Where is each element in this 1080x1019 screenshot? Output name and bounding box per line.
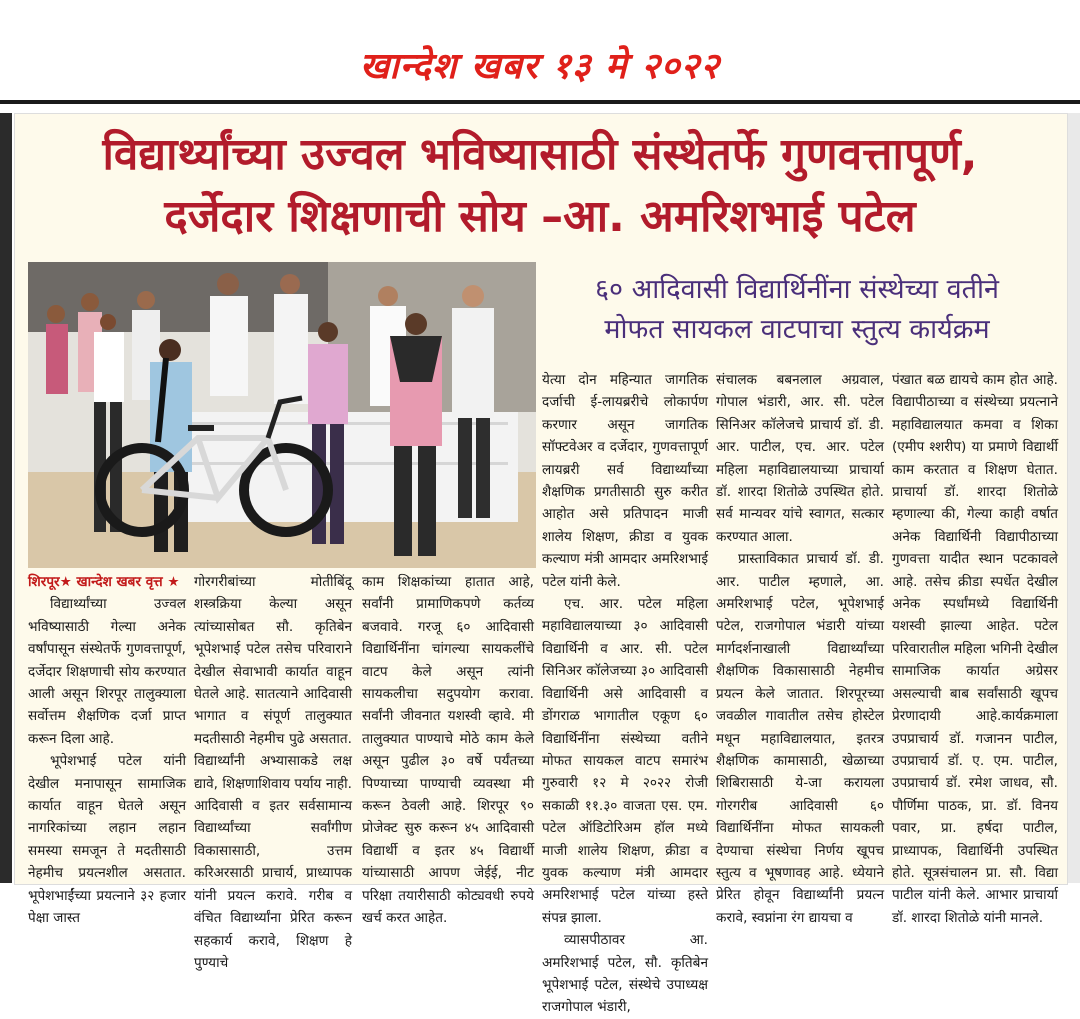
article-column-6 [892,369,1058,929]
column-5-paragraph-1: संचालक बबनलाल अग्रवाल, गोपाल भंडारी, आर. सी. पटेल सिनिअर कॉलेजचे प्राचार्य डॉ. डी. आर. पाटील, एच. आर. पटेल महिला महाविद्यालयाच्या प्राचार्या डॉ. शारदा शितोळे उपस्थित होते. सर्व मान्यवर यांचे स्वागत, सत्कार करण्यात आला. [716,372,884,545]
article-column-2 [194,571,352,974]
column-2-paragraph: गोरगरीबांच्या मोतीबिंदू शस्त्रक्रिया केल्या असून त्यांच्यासोबत सौ. कृतिबेन भूपेशभाई पटेल तसेच परिवाराने देखील सेवाभावी कार्यात वाहून घेतले आहे. सातत्याने आदिवासी भागात व संपूर्ण तालुक्यात मदतीसाठी नेहमीच पुढे असतात. विद्यार्थ्यांनी अभ्यासाकडे लक्ष द्यावे, शिक्षणाशिवाय पर्याय नाही. आदिवासी व इतर सर्वसामान्य विद्यार्थ्यांच्या सर्वांगीण विकासासाठी, उत्तम करिअरसाठी प्राचार्य, प्राध्यापक यांनी प्रयत्न करावे. गरीब व वंचित विद्यार्थ्यांना प्रेरित करून सहकार्य करावे, शिक्षण हे पुण्याचे [194,574,352,971]
article-column-1 [28,571,186,930]
main-headline [24,124,1056,248]
bicycle-distribution-photo [28,262,536,568]
dateline: शिरपूर★ खान्देश खबर वृत्त ★ [28,574,180,590]
subheadline-line-2: मोफत सायकल वाटपाचा स्तुत्य कार्यक्रम [604,314,990,345]
headline-line-1: विद्यार्थ्यांच्या उज्वल भविष्यासाठी संस्थेतर्फे गुणवत्तापूर्ण, [102,129,978,180]
subheadline [542,270,1052,350]
column-1-paragraph-2: भूपेशभाई पटेल यांनी देखील मनापासून सामाजिक कार्यात वाहून घेतले असून नागरिकांच्या लहान लहान समस्या समजून ते मदतीसाठी नेहमीच प्रयत्नशील असतात. भूपेशभाईंच्या प्रयत्नाने ३२ हजार पेक्षा जास्त [28,753,186,927]
column-4-paragraph-2: एच. आर. पटेल महिला महाविद्यालयाच्या ३० आदिवासी विद्यार्थिनी व आर. सी. पटेल सिनिअर कॉलेजच्या ३० आदिवासी विद्यार्थिनी असे आदिवासी व डोंगराळ भागातील एकूण ६० विद्यार्थिनींना संस्थेच्या वतीने मोफत सायकल वाटप समारंभ गुरुवारी १२ मे २०२२ रोजी सकाळी ११.३० वाजता एस. एम. पटेल ऑडिटोरिअम हॉल मध्ये माजी शालेय शिक्षण, क्रीडा व युवक कल्याण मंत्री आमदार अमरिशभाई पटेल यांच्या हस्ते संपन्न झाला. [542,596,708,926]
masthead-title: खान्देश खबर १३ मे २०२२ [359,46,721,87]
masthead-rule [0,100,1080,104]
column-1-paragraph-1: विद्यार्थ्यांच्या उज्वल भविष्यासाठी गेल्या अनेक वर्षांपासून संस्थेतर्फे गुणवत्तापूर्ण, दर्जेदार शिक्षणाची सोय करण्यात आली असून शिरपूर तालुक्याला सर्वोत्तम शैक्षणिक दर्जा प्राप्त करून दिला आहे. [28,596,186,747]
event-photo [28,262,536,568]
headline-line-2: दर्जेदार शिक्षणाची सोय –आ. अमरिशभाई पटेल [164,191,916,242]
page-edge-left [0,113,12,883]
column-4-paragraph-3: व्यासपीठावर आ. अमरिशभाई पटेल, सौ. कृतिबेन भूपेशभाई पटेल, संस्थेचे उपाध्यक्ष राजगोपाल भंडारी, [542,932,708,1016]
subheadline-line-1: ६० आदिवासी विद्यार्थिनींना संस्थेच्या वतीने [595,274,999,305]
article-column-4 [542,369,708,1019]
column-3-paragraph: काम शिक्षकांच्या हातात आहे, सर्वांनी प्रामाणिकपणे कर्तव्य बजवावे. गरजू ६० आदिवासी विद्यार्थिनींना चांगल्या सायकलींचे वाटप केले असून त्यांनी सायकलीचा सदुपयोग करावा. सर्वांनी जीवनात यशस्वी व्हावे. मी तालुक्यात पाण्याचे मोठे काम केले असून पुढील ३० वर्षे पर्यंतच्या पिण्याच्या पाण्याची व्यवस्था मी करून ठेवली आहे. शिरपूर ९० प्रोजेक्ट सुरु करून ४५ आदिवासी विद्यार्थी व इतर ४५ विद्यार्थी यांच्यासाठी आपण जेईई, नीट परिक्षा तयारीसाठी कोट्यवधी रुपये खर्च करत आहेत. [362,574,534,927]
column-6-paragraph: पंखात बळ द्यायचे काम होत आहे. विद्यापीठाच्या व संस्थेच्या प्रयत्नाने महाविद्यालयात कमवा व शिका (एमीप श्शरीप) या प्रमाणे विद्यार्थी काम करतात व शिक्षण घेतात. प्राचार्या डॉ. शारदा शितोळे म्हणाल्या की, गेल्या काही वर्षात अनेक विद्यार्थिनी विद्यापीठाच्या गुणवत्ता यादीत स्थान पटकावले आहे. तसेच क्रीडा स्पर्धेत देखील अनेक स्पर्धांमध्ये विद्यार्थिनी यशस्वी झाल्या आहेत. पटेल परिवारातील महिला भगिनी देखील सामाजिक कार्यात अग्रेसर असल्याची बाब सर्वांसाठी खूपच प्रेरणादायी आहे.कार्यक्रमाला उपप्राचार्य डॉ. गजानन पाटील, उपप्राचार्य डॉ. ए. एम. पाटील, उपप्राचार्य डॉ. रमेश जाधव, सौ. पौर्णिमा पाठक, प्रा. डॉ. विनय पवार, प्रा. हर्षदा पाटील, प्राध्यापक, विद्यार्थिनी उपस्थित होते. सूत्रसंचालन प्रा. सौ. विद्या पाटील यांनी केले. आभार प्राचार्या डॉ. शारदा शितोळे यांनी मानले. [892,372,1058,926]
column-4-paragraph-1: येत्या दोन महिन्यात जागतिक दर्जाची ई-लायब्ररीचे लोकार्पण करणार असून जागतिक सॉफ्टवेअर व दर्जेदार, गुणवत्तापूर्ण लायब्ररी सर्व विद्यार्थ्यांच्या शैक्षणिक प्रगतीसाठी सुरु करीत आहोत असे प्रतिपादन माजी शालेय शिक्षण, क्रीडा व युवक कल्याण मंत्री आमदार अमरिशभाई पटेल यांनी केले. [542,372,708,590]
article-column-5 [716,369,884,929]
column-5-paragraph-2: प्रास्ताविकात प्राचार्य डॉ. डी. आर. पाटील म्हणाले, आ. अमरिशभाई पटेल, भूपेशभाई पटेल, राजगोपाल भंडारी यांच्या मार्गदर्शनाखाली विद्यार्थ्यांच्या शैक्षणिक विकासासाठी नेहमीच प्रयत्न केले जातात. शिरपूरच्या जवळील गावातील तसेच होस्टेल मधून महाविद्यालयात, इतरत्र शैक्षणिक कामासाठी, खेळाच्या शिबिरासाठी ये-जा करायला गोरगरीब आदिवासी ६० विद्यार्थिनींना मोफत सायकली देण्याचा संस्थेचा निर्णय खूपच स्तुत्य व भूषणावह आहे. ध्येयाने प्रेरित होवून विद्यार्थ्यांनी प्रयत्न करावे, स्वप्नांना रंग द्यायचा व [716,551,884,926]
page-edge-right [1066,113,1080,883]
article-column-3 [362,571,534,930]
